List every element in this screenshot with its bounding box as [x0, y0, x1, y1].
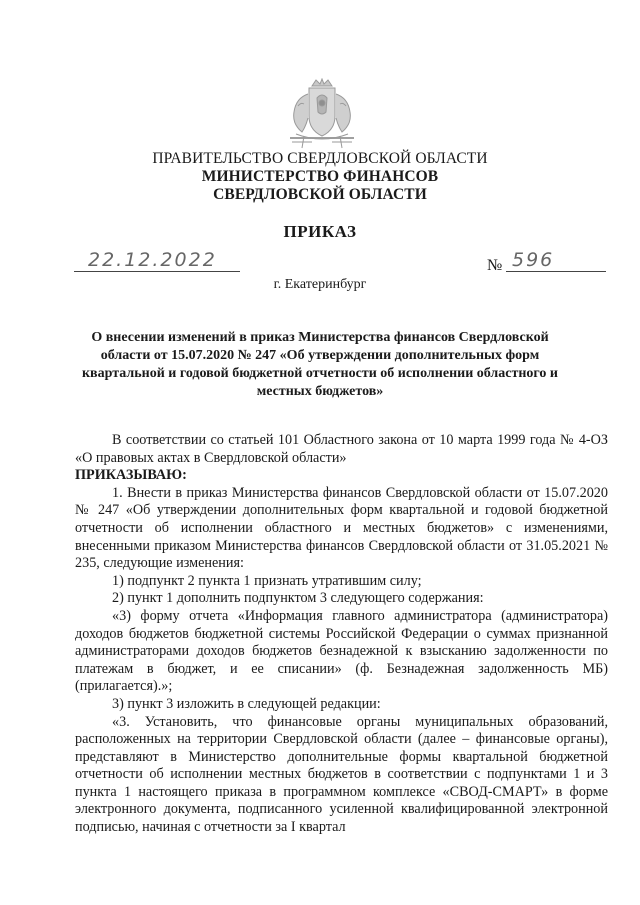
- number-underline: [506, 271, 606, 272]
- clause-1-paragraph: 1. Внести в приказ Министерства финансов Свердловской области от 15.07.2020 № 247 «Об утверждении дополнительных форм квартальной и годовой бюджетной отчетности об исполнении областного и местных бюджетов» с изменениями, внесенными приказом Министерства финансов Свердловской области от 31.05.2021 № 235, следующие изменения:: [75, 484, 608, 572]
- government-name: ПРАВИТЕЛЬСТВО СВЕРДЛОВСКОЙ ОБЛАСТИ: [152, 150, 488, 167]
- order-keyword: ПРИКАЗЫВАЮ:: [75, 467, 187, 484]
- document-date: 22.12.2022: [88, 249, 217, 271]
- ministry-name-line2: СВЕРДЛОВСКОЙ ОБЛАСТИ: [213, 186, 427, 203]
- preamble-paragraph: В соответствии со статьей 101 Областного закона от 10 марта 1999 года № 4-ОЗ «О правовых актах в Свердловской области»: [75, 432, 608, 466]
- subclause-2-text-paragraph: «3) форму отчета «Информация главного администратора (администратора) доходов бюджетов бюджетной системы Российской Федерации о суммах признанной администраторами доходов бюджетов безнадежной к взысканию задолженности по платежам в бюджет, и ее списании» (ф. Безнадежная задолженность МБ) (прилагается).»;: [75, 607, 608, 695]
- subclause-2-paragraph: 2) пункт 1 дополнить подпунктом 3 следующего содержания:: [112, 590, 484, 607]
- document-title: О внесении изменений в приказ Министерства финансов Свердловской области от 15.07.2020 № 247 «Об утверждении дополнительных форм квартальной и годовой бюджетной отчетности об исполнении областного и местных бюджетов»: [81, 330, 559, 399]
- subclause-3-text-paragraph: «3. Установить, что финансовые органы муниципальных образований, расположенных на территории Свердловской области (далее – финансовые органы), представляют в Министерство дополнительные формы квартальной бюджетной отчетности об исполнении местных бюджетов в соответствии с подпунктами 1 и 3 пункта 1 настоящего приказа в программном комплексе «СВОД-СМАРТ» в форме электронного документа, подписанного усиленной квалифицированной электронной подписью, начиная с отчетности за I квартал: [75, 713, 608, 836]
- subclause-3-paragraph: 3) пункт 3 изложить в следующей редакции:: [112, 695, 381, 712]
- number-sign: №: [487, 257, 503, 274]
- document-type: ПРИКАЗ: [283, 222, 357, 241]
- subclause-1-paragraph: 1) подпункт 2 пункта 1 признать утратившим силу;: [112, 572, 422, 589]
- document-number: 596: [512, 249, 555, 271]
- city: г. Екатеринбург: [273, 277, 367, 292]
- date-underline: [74, 271, 240, 272]
- ministry-name-line1: МИНИСТЕРСТВО ФИНАНСОВ: [201, 168, 439, 185]
- coat-of-arms-icon: [282, 78, 362, 150]
- document-body: [75, 432, 608, 837]
